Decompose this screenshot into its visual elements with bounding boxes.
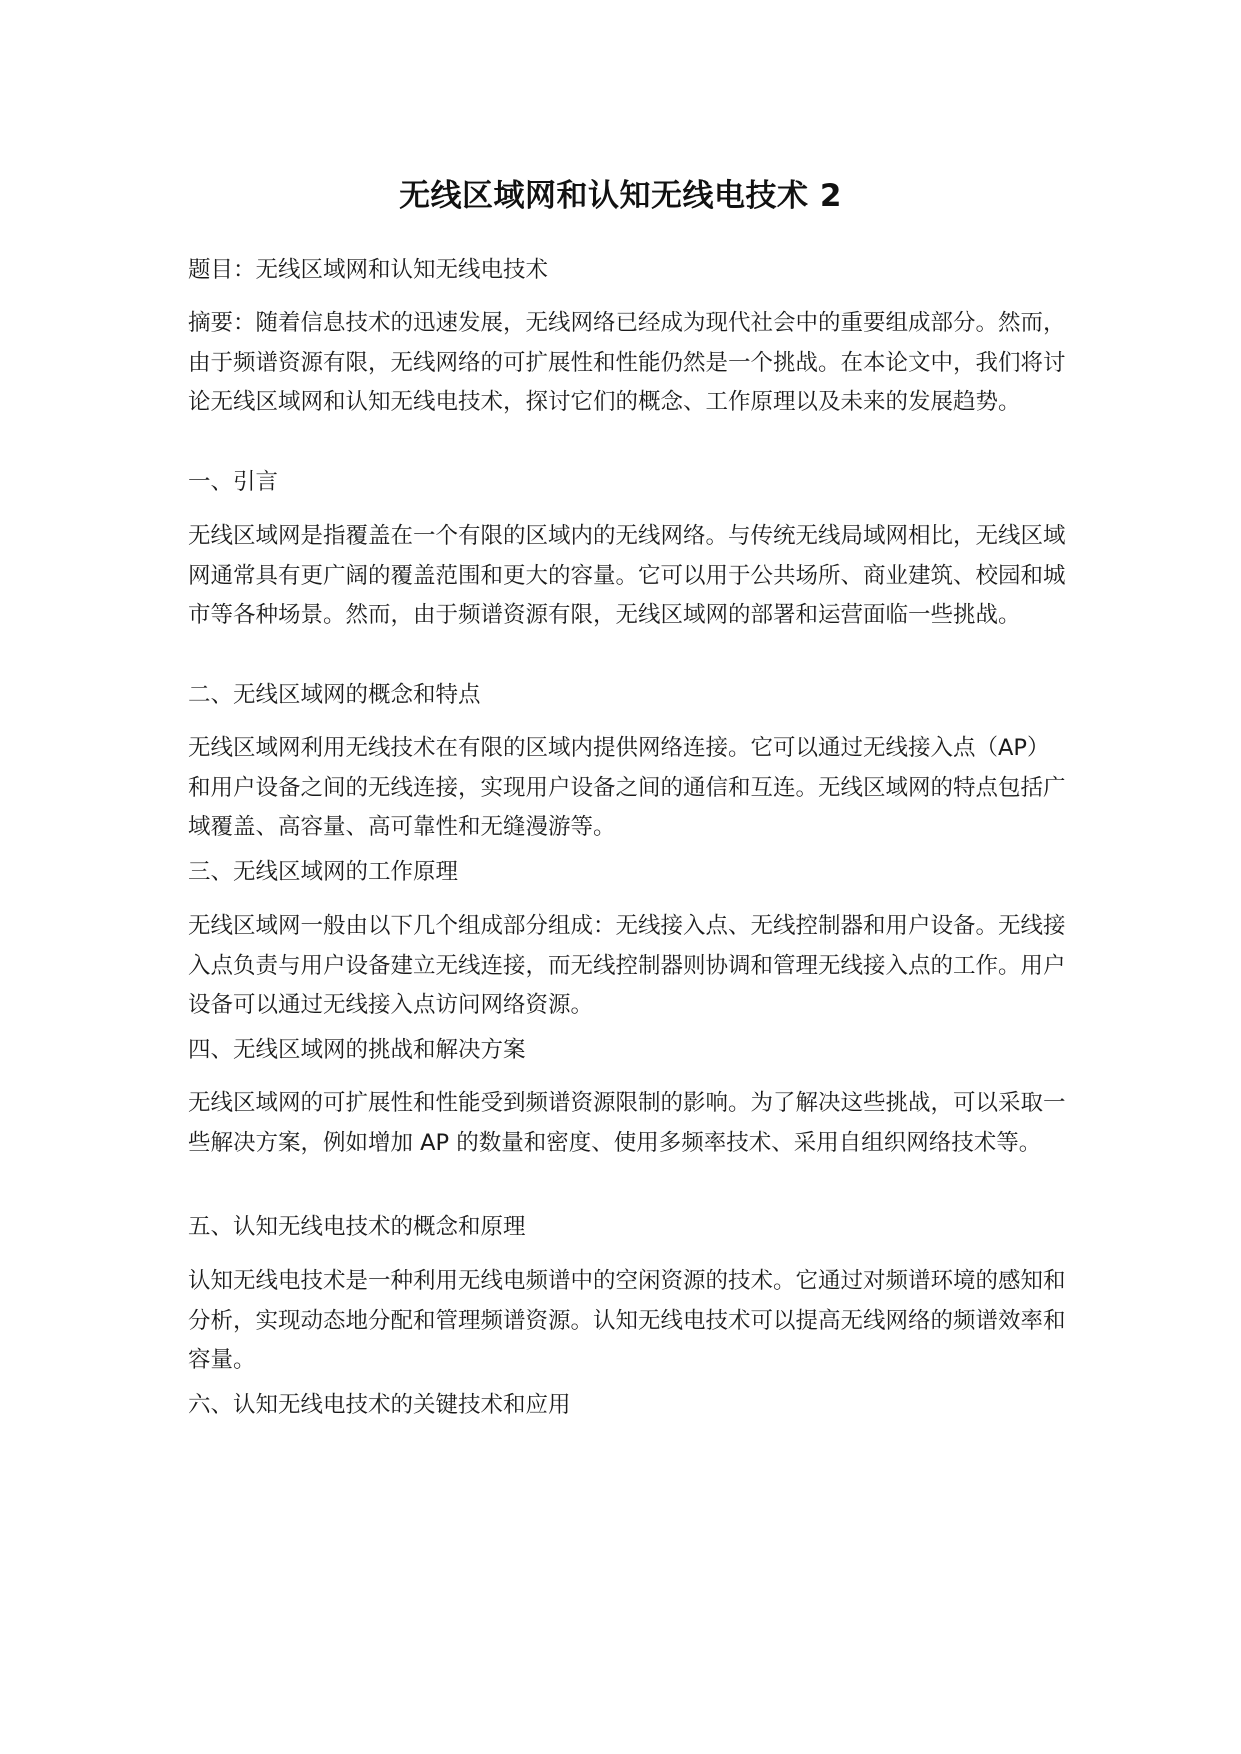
section-heading-concept: 二、无线区域网的概念和特点 bbox=[188, 682, 481, 708]
section-heading-introduction: 一、引言 bbox=[188, 469, 279, 495]
section-heading-cognitive-radio: 五、认知无线电技术的概念和原理 bbox=[188, 1214, 526, 1240]
section-body-cognitive-radio: 认知无线电技术是一种利用无线电频谱中的空闲资源的技术。它通过对频谱环境的感知和分析，实现动态地分配和管理频谱资源。认知无线电技术可以提高无线网络的频谱效率和容量。 bbox=[188, 1268, 1066, 1373]
abstract-paragraph: 摘要：随着信息技术的迅速发展，无线网络已经成为现代社会中的重要组成部分。然而，由于频谱资源有限，无线网络的可扩展性和性能仍然是一个挑战。在本论文中，我们将讨论无线区域网和认知无线电技术，探讨它们的概念、工作原理以及未来的发展趋势。 bbox=[188, 310, 1066, 415]
section-body-working-principle: 无线区域网一般由以下几个组成部分组成：无线接入点、无线控制器和用户设备。无线接入点负责与用户设备建立无线连接，而无线控制器则协调和管理无线接入点的工作。用户设备可以通过无线接入点访问网络资源。 bbox=[188, 913, 1066, 1018]
document-title: 无线区域网和认知无线电技术 2 bbox=[399, 178, 842, 214]
section-heading-challenges: 四、无线区域网的挑战和解决方案 bbox=[188, 1037, 526, 1063]
section-body-concept: 无线区域网利用无线技术在有限的区域内提供网络连接。它可以通过无线接入点（AP）和用户设备之间的无线连接，实现用户设备之间的通信和互连。无线区域网的特点包括广域覆盖、高容量、高可靠性和无缝漫游等。 bbox=[188, 735, 1066, 840]
topic-line: 题目：无线区域网和认知无线电技术 bbox=[188, 257, 549, 283]
section-body-introduction: 无线区域网是指覆盖在一个有限的区域内的无线网络。与传统无线局域网相比，无线区域网通常具有更广阔的覆盖范围和更大的容量。它可以用于公共场所、商业建筑、校园和城市等各种场景。然而，由于频谱资源有限，无线区域网的部署和运营面临一些挑战。 bbox=[188, 523, 1066, 628]
section-heading-working-principle: 三、无线区域网的工作原理 bbox=[188, 859, 459, 885]
section-heading-key-technologies: 六、认知无线电技术的关键技术和应用 bbox=[188, 1392, 571, 1418]
section-body-challenges: 无线区域网的可扩展性和性能受到频谱资源限制的影响。为了解决这些挑战，可以采取一些解决方案，例如增加 AP 的数量和密度、使用多频率技术、采用自组织网络技术等。 bbox=[188, 1090, 1066, 1156]
